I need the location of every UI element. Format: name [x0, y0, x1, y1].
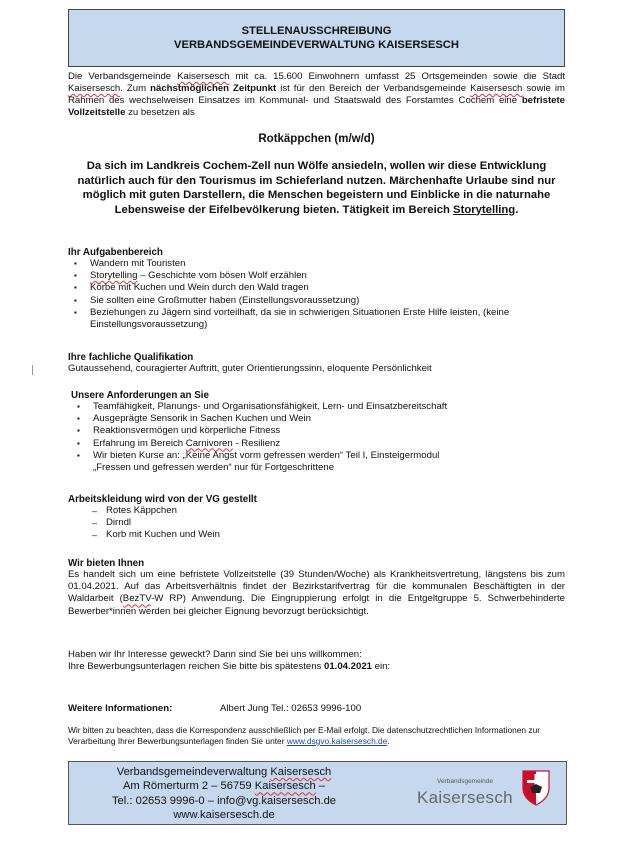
interesse-text: Ihre Bewerbungsunterlagen reichen Sie bitte bis spätestens — [68, 661, 324, 673]
list-item: ▪ Ausgeprägte Sensorik in Sachen Kuchen und Wein — [71, 413, 568, 425]
footer-word: Kaisersesch — [270, 766, 332, 778]
section-heading: Ihr Aufgabenbereich — [68, 247, 163, 258]
logo-small-text: Verbandsgemeinde — [437, 778, 494, 785]
section-heading: Unsere Anforderungen an Sie — [71, 390, 209, 401]
intro-text: ist für den Bereich der Verbandsgemeinde — [276, 83, 471, 94]
coat-of-arms-icon — [522, 770, 550, 806]
intro-word: Kaisersesch — [68, 83, 121, 94]
intro-text: Die Verbandsgemeinde — [68, 71, 178, 82]
anforderungen-list — [71, 401, 568, 462]
list-item — [68, 270, 565, 282]
hinweis-text: Wir bitten zu beachten, dass die Korrespondenz ausschließlich per E-Mail erfolgt. Die datenschutzrechtlichen Informationen zur Verarbeitung Ihrer Bewerbungsunterlagen finden Sie unter — [68, 725, 541, 746]
margin-mark — [32, 365, 33, 375]
list-item: ▪ Sie sollten eine Großmutter haben (Einstellungsvoraussetzung) — [68, 295, 565, 307]
list-item: – Dirndl — [68, 517, 565, 529]
dsgvo-link[interactable]: www.dsgvo.kaisersesch.de — [286, 736, 388, 746]
document-page — [68, 9, 565, 217]
footer-text: Verbandsgemeindeverwaltung — [116, 766, 271, 778]
intro-paragraph — [68, 71, 565, 119]
weitere-label: Weitere Informationen: — [68, 703, 173, 714]
contact-phone: Albert Jung Tel.: 02653 9996-100 — [220, 703, 362, 714]
section-aufgaben — [68, 247, 565, 331]
list-item-word: Carnivoren — [185, 437, 233, 449]
lead-end: . — [515, 203, 519, 216]
lead-text: Da sich im Landkreis Cochem-Zell nun Wölfe ansiedeln, wollen wir diese Entwicklung natürlich auch für den Tourismus im Schieferland nutzen. Märchenhafte Urlaube sind nur möglich mit guten Darstellern, die Menschen begeistern und Einblicke in die naturnahe Lebensweise der Eifelbevölkerung bieten. Tätigkeit im Bereich — [77, 160, 556, 216]
footer-word: Kaisersesch — [254, 780, 316, 793]
footer-line-2 — [69, 779, 379, 793]
section-interesse — [68, 649, 565, 673]
footer-line-4: www.kaisersesch.de — [173, 809, 275, 822]
lead-underlined: Storytelling — [453, 203, 516, 216]
intro-bold: nächstmöglichen Zeitpunkt — [150, 83, 277, 94]
lead-paragraph — [68, 159, 565, 217]
logo-big-text: Kaisersesch — [417, 788, 513, 807]
footer-text: Am Römerturm 2 – 56759 — [122, 780, 255, 793]
list-item: – Korb mit Kuchen und Wein — [68, 529, 565, 541]
qualifikation-text: Gutaussehend, couragierter Auftritt, guter Orientierungssinn, eloquente Persönlichkeit — [68, 363, 432, 374]
kaisersesch-logo — [415, 770, 555, 816]
section-anforderungen — [71, 390, 568, 474]
section-qualifikation — [68, 352, 565, 374]
hinweis-end: . — [387, 736, 390, 746]
title-line-2: VERBANDSGEMEINDEVERWALTUNG KAISERSESCH — [174, 39, 459, 51]
intro-word: Kaisersesch — [177, 71, 230, 82]
job-title: Rotkäppchen (m/w/d) — [258, 133, 375, 145]
bieten-text: Es handelt sich um eine befristete Vollzeitstelle (39 Stunden/Woche) als Krankheitsvertretung, längstens bis zum 01.04.2021. Auf das Arbeitsverhältnis findet der Bezirkstarifvertrag für die kommunalen Beschäftigten in der Waldarbeit ( — [68, 569, 565, 605]
list-item: ▪ Teamfähigkeit, Planungs- und Organisationsfähigkeit, Lern- und Einsatzbereitschaft — [71, 401, 568, 413]
list-item: ▪ Beziehungen zu Jägern sind vorteilhaft, da sie in schwierigen Situationen Erste Hilfe leisten, (keine Einstellungsvoraussetzung) — [68, 307, 565, 331]
intro-text: zu besetzen als — [125, 107, 195, 118]
list-item: – Rotes Käppchen — [68, 505, 565, 517]
section-kleidung — [68, 494, 565, 542]
title-box — [68, 9, 565, 67]
list-item-text: Erfahrung im Bereich — [93, 437, 186, 449]
footer-text: – — [315, 780, 326, 793]
aufgaben-list — [68, 258, 565, 331]
section-heading: Wir bieten Ihnen — [68, 558, 145, 569]
section-weitere — [68, 703, 565, 714]
footer-line-3: Tel.: 02653 9996-0 – info@vg.kaisersesch.de — [111, 794, 337, 807]
section-heading: Ihre fachliche Qualifikation — [68, 352, 194, 363]
footer-address — [69, 765, 379, 823]
list-item: ▪ Reaktionsvermögen und körperliche Fitness — [71, 425, 568, 437]
title-line-1: STELLENAUSSCHREIBUNG — [241, 25, 392, 37]
list-item — [71, 438, 568, 450]
list-item-word: Storytelling — [90, 270, 138, 282]
interesse-text: ein: — [372, 661, 391, 673]
section-hinweis — [68, 725, 565, 747]
list-item-continuation: „Fressen und gefressen werden“ nur für Fortgeschrittene — [93, 462, 335, 474]
deadline-date: 01.04.2021 — [324, 661, 373, 673]
section-bieten — [68, 558, 565, 618]
bieten-word: BezTV — [122, 593, 152, 605]
interesse-line-2 — [68, 661, 565, 673]
list-item-text: - Resilienz — [232, 437, 281, 449]
bieten-paragraph — [68, 569, 565, 618]
list-item: ▪ Wandern mit Touristen — [68, 258, 565, 270]
footer-line-1 — [69, 765, 379, 779]
section-heading: Arbeitskleidung wird von der VG gestellt — [68, 494, 257, 505]
interesse-line-1: Haben wir Ihr Interesse geweckt? Dann sind Sie bei uns willkommen: — [68, 649, 362, 660]
list-item: ▪ Wir bieten Kurse an: „Keine Angst vorm gefressen werden“ Teil I, Einsteigermodul — [71, 450, 568, 462]
intro-bold: befristete Vollzeitstelle — [68, 95, 565, 118]
intro-text: sowie im Rahmen des wechselweisen Einsatzes im Kommunal- und Staatswald des Forstamtes Cochem eine — [68, 83, 566, 106]
list-item: ▪ Körbe mit Kuchen und Wein durch den Wald tragen — [68, 282, 565, 294]
bieten-text: -W RP) Anwendung. Die Eingruppierung erfolgt in die Entgeltgruppe 5. Schwerbehinderte Bewerber*innen werden bei gleicher Eignung bevorzugt berücksichtigt. — [68, 593, 565, 617]
kleidung-list — [68, 505, 565, 542]
list-item-text: – Geschichte vom bösen Wolf erzählen — [140, 270, 307, 282]
intro-text: mit ca. 15.600 Einwohnern umfasst 25 Ortsgemeinden sowie die Stadt — [229, 71, 565, 82]
intro-word: Kaisersesch — [470, 83, 523, 94]
footer-box — [68, 761, 567, 825]
intro-text: . Zum — [120, 83, 151, 94]
